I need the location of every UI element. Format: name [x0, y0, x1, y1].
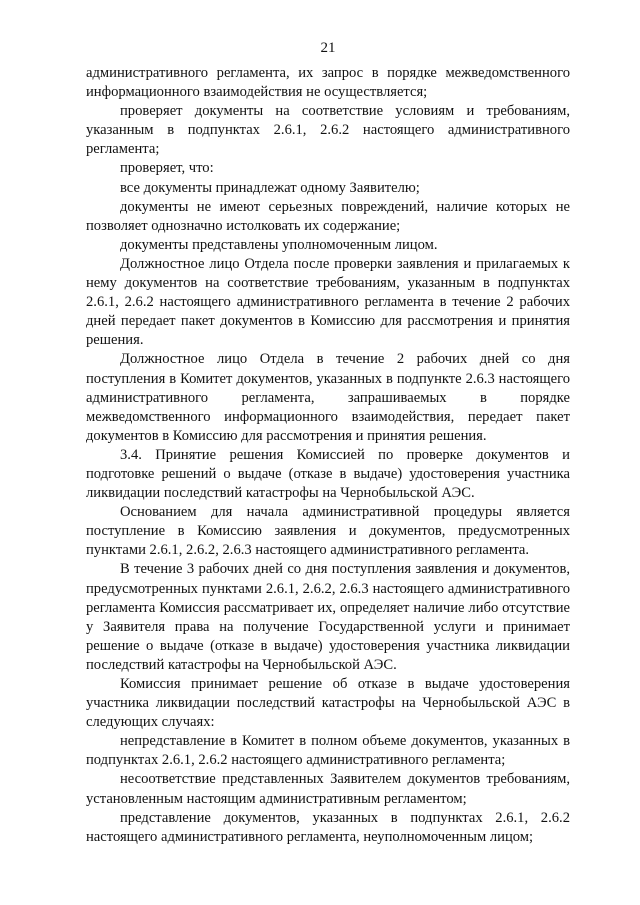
paragraph-continuation: административного регламента, их запрос в порядке межведомственного информационного взаимодействия не осуществляется;: [86, 65, 570, 101]
paragraph-official-within-2-days: Должностное лицо Отдела в течение 2 рабочих дней со дня поступления в Комитет документов, указанных в подпункте 2.6.3 настоящего административного регламента, запрашиваемых в порядке межведомственного информационного взаимодействия, передает пакет документов в Комиссию для рассмотрения и принятия решения.: [86, 351, 570, 444]
paragraph-official-after-check: Должностное лицо Отдела после проверки заявления и прилагаемых к нему документов на соответствие требованиям, указанным в подпунктах 2.6.1, 2.6.2 настоящего административного регламента в течение 2 рабочих дней передает пакет документов в Комиссию для рассмотрения и принятия решения.: [86, 255, 570, 349]
paragraph-check-documents: проверяет документы на соответствие условиям и требованиям, указанным в подпунктах 2.6.1, 2.6.2 настоящего административного регламента;: [86, 103, 570, 158]
paragraph-authorized-person: документы представлены уполномоченным лицом.: [120, 236, 438, 253]
list-item-nonconformity: несоответствие представленных Заявителем документов требованиям, установленным настоящим административным регламентом;: [86, 771, 570, 807]
paragraph-refusal-cases: Комиссия принимает решение об отказе в выдаче удостоверения участника ликвидации последствий катастрофы на Чернобыльской АЭС в следующих случаях:: [86, 676, 570, 731]
section-heading-3-4: 3.4. Принятие решения Комиссией по проверке документов и подготовке решений о выдаче (отказе в выдаче) удостоверения участника ликвидации последствий катастрофы на Чернобыльской АЭС.: [86, 446, 570, 502]
paragraph-no-damage: документы не имеют серьезных повреждений, наличие которых не позволяет однозначно истолковать их содержание;: [86, 198, 570, 234]
paragraph-one-applicant: все документы принадлежат одному Заявителю;: [120, 179, 420, 196]
document-page: [86, 38, 570, 847]
paragraph-checks-that: проверяет, что:: [120, 160, 214, 177]
list-item-unauthorized: представление документов, указанных в подпунктах 2.6.1, 2.6.2 настоящего административного регламента, неуполномоченным лицом;: [86, 809, 570, 845]
paragraph-within-3-days: В течение 3 рабочих дней со дня поступления заявления и документов, предусмотренных пунктами 2.6.1, 2.6.2, 2.6.3 настоящего административного регламента Комиссия рассматривает их, определяет наличие либо отсутствие у Заявителя права на получение Государственной услуги и принимает решение о выдаче (отказе в выдаче) удостоверения участника ликвидации последствий катастрофы на Чернобыльской АЭС.: [86, 561, 570, 673]
list-item-not-submitted: непредставление в Комитет в полном объеме документов, указанных в подпунктах 2.6.1, 2.6.2 настоящего административного регламента;: [86, 733, 570, 769]
paragraph-basis: Основанием для начала административной процедуры является поступление в Комиссию заявления и документов, предусмотренных пунктами 2.6.1, 2.6.2, 2.6.3 настоящего административного регламента.: [86, 504, 570, 559]
page-number: 21: [320, 40, 336, 56]
